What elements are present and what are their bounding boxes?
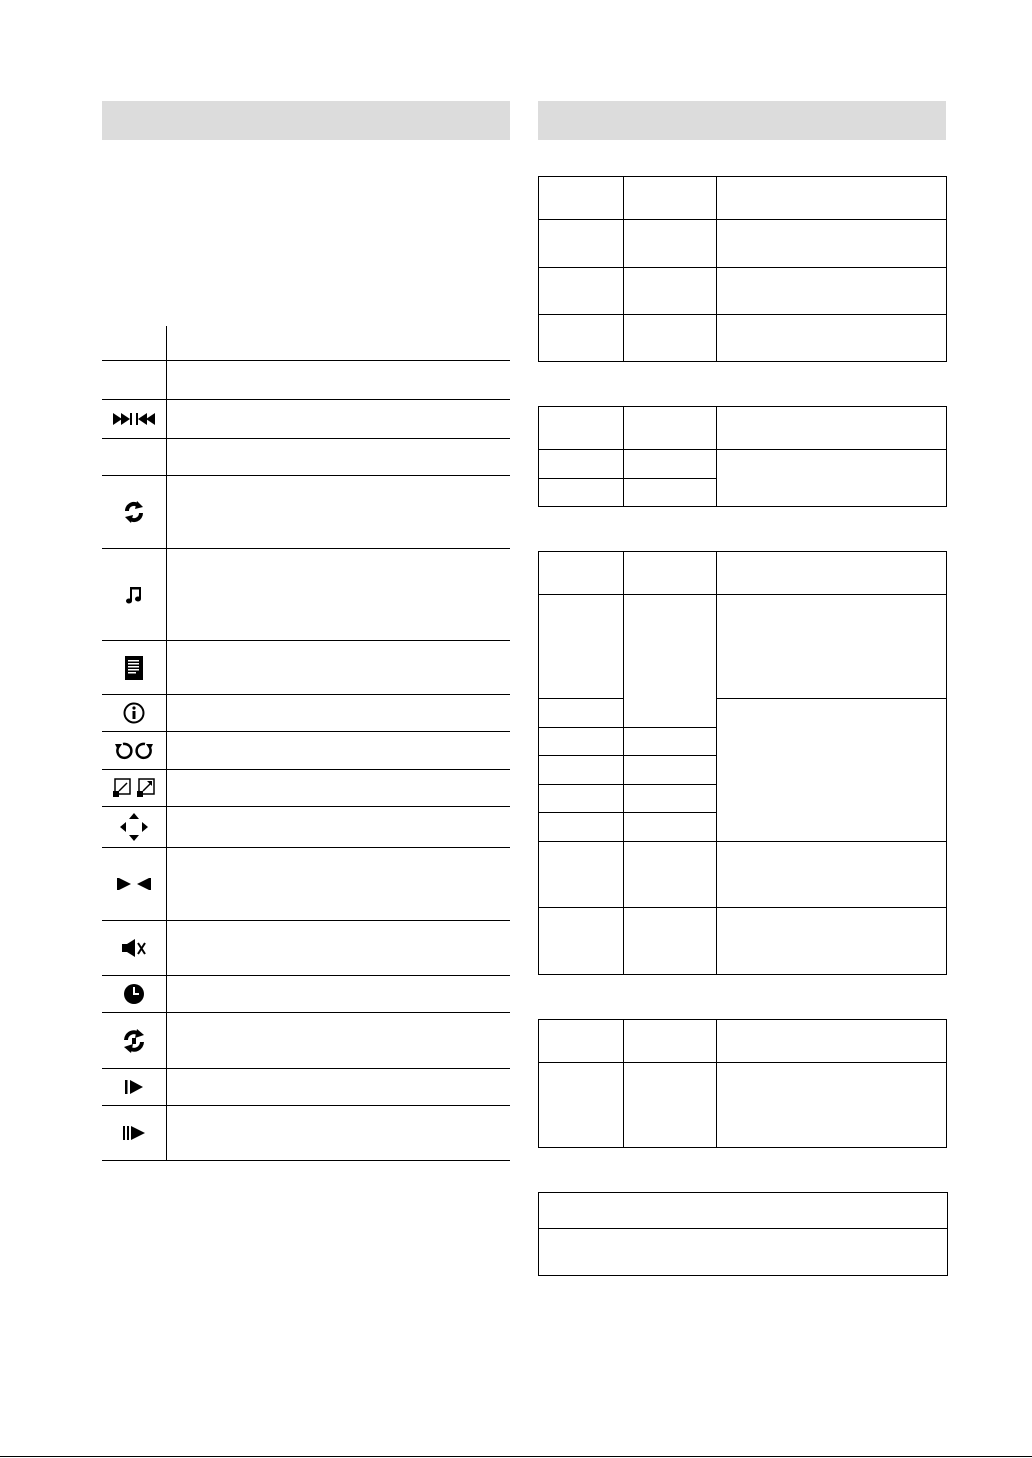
table-row: [102, 400, 510, 439]
row-description: [167, 476, 510, 548]
table-cell: [624, 756, 717, 785]
table-cell: [717, 407, 947, 450]
row-description: [167, 770, 510, 806]
table-cell: [539, 552, 624, 595]
zoom-icon: [102, 770, 167, 806]
slow-forward-icon: [102, 1106, 167, 1160]
table-cell: [624, 220, 717, 268]
table-cell: [539, 268, 624, 315]
table-cell: [624, 177, 717, 220]
table-cell: [717, 1020, 947, 1063]
step-forward-icon: [102, 1069, 167, 1105]
table-cell: [539, 220, 624, 268]
table-cell: [624, 552, 717, 595]
table-row: [539, 842, 947, 908]
blank-icon-cell: [102, 439, 167, 475]
row-description: [167, 400, 510, 438]
table-cell: [717, 1063, 947, 1148]
table-cell: [539, 785, 624, 813]
table-row: [102, 549, 510, 641]
row-description: [167, 1069, 510, 1105]
spec-table-5: [538, 1192, 948, 1276]
table-row: [102, 732, 510, 770]
table-row: [102, 1106, 510, 1161]
right-section-header: [538, 101, 946, 140]
blank-icon-cell: [102, 361, 167, 399]
table-cell: [539, 908, 624, 975]
table-cell: [717, 842, 947, 908]
rotate-icon: [102, 732, 167, 769]
row-description: [167, 1106, 510, 1160]
spec-table-1: [538, 176, 947, 362]
left-section-header: [102, 101, 510, 140]
table-row: [539, 699, 947, 728]
table-cell: [624, 842, 717, 908]
table-row: [102, 641, 510, 695]
row-description: [167, 921, 510, 975]
table-cell: [624, 450, 717, 479]
table-row: [102, 976, 510, 1013]
repeat-ab-icon: [102, 1013, 167, 1068]
table-cell: [624, 595, 717, 728]
table-cell: [539, 407, 624, 450]
table-cell: [717, 268, 947, 315]
icon-table-header: [102, 326, 510, 361]
skip-track-icon: [102, 400, 167, 438]
row-description: [167, 976, 510, 1012]
table-row: [102, 921, 510, 976]
text-document-icon: [102, 641, 167, 694]
table-row: [102, 1013, 510, 1069]
table-header-row: [539, 1020, 947, 1063]
table-row: [539, 268, 947, 315]
table-cell: [717, 315, 947, 362]
table-row: [539, 315, 947, 362]
table-row: [102, 439, 510, 476]
table-cell: [624, 908, 717, 975]
table-row: [539, 908, 947, 975]
row-description: [167, 695, 510, 731]
spec-table-3: [538, 551, 947, 975]
table-cell: [539, 1193, 948, 1229]
table-row: [102, 695, 510, 732]
table-cell: [539, 756, 624, 785]
table-cell: [539, 479, 624, 507]
table-cell: [624, 813, 717, 842]
table-cell: [539, 813, 624, 842]
table-row: [539, 220, 947, 268]
table-cell: [539, 177, 624, 220]
table-cell: [624, 315, 717, 362]
table-row: [102, 770, 510, 807]
table-row: [102, 807, 510, 848]
table-cell: [717, 595, 947, 699]
music-note-icon: [102, 549, 167, 640]
clock-icon: [102, 976, 167, 1012]
row-description: [167, 361, 510, 399]
row-description: [167, 549, 510, 640]
spec-table-4: [538, 1019, 947, 1148]
table-cell: [717, 552, 947, 595]
table-header-row: [539, 177, 947, 220]
table-cell: [624, 785, 717, 813]
page-bottom-rule: [0, 1456, 1032, 1457]
row-description: [167, 641, 510, 694]
table-cell: [539, 595, 624, 699]
table-cell: [717, 699, 947, 842]
row-description: [167, 732, 510, 769]
table-row: [539, 450, 947, 479]
table-cell: [539, 450, 624, 479]
table-header-row: [539, 1193, 948, 1229]
table-cell: [539, 1020, 624, 1063]
table-row: [102, 848, 510, 921]
row-description: [167, 807, 510, 847]
mute-icon: [102, 921, 167, 975]
direction-pad-icon: [102, 807, 167, 847]
table-cell: [539, 1063, 624, 1148]
table-row: [102, 476, 510, 549]
table-cell: [624, 728, 717, 756]
spec-table-2: [538, 406, 947, 507]
table-row: [539, 595, 947, 699]
table-cell: [539, 699, 624, 728]
info-icon: [102, 695, 167, 731]
row-description: [167, 848, 510, 920]
table-cell: [624, 268, 717, 315]
table-cell: [717, 450, 947, 507]
table-row: [539, 1229, 948, 1276]
table-cell: [717, 220, 947, 268]
repeat-icon: [102, 476, 167, 548]
table-header-row: [539, 407, 947, 450]
playback-icon-table: [102, 326, 510, 1161]
row-description: [167, 439, 510, 475]
table-header-row: [539, 552, 947, 595]
table-cell: [539, 1229, 948, 1276]
table-cell: [539, 315, 624, 362]
table-cell: [624, 1063, 717, 1148]
table-row: [539, 1063, 947, 1148]
table-cell: [539, 842, 624, 908]
table-row: [102, 1069, 510, 1106]
table-cell: [624, 1020, 717, 1063]
table-cell: [624, 479, 717, 507]
table-cell: [624, 407, 717, 450]
row-description: [167, 1013, 510, 1068]
table-cell: [717, 908, 947, 975]
table-cell: [539, 728, 624, 756]
table-row: [102, 361, 510, 400]
table-cell: [717, 177, 947, 220]
fast-forward-rewind-icon: [102, 848, 167, 920]
